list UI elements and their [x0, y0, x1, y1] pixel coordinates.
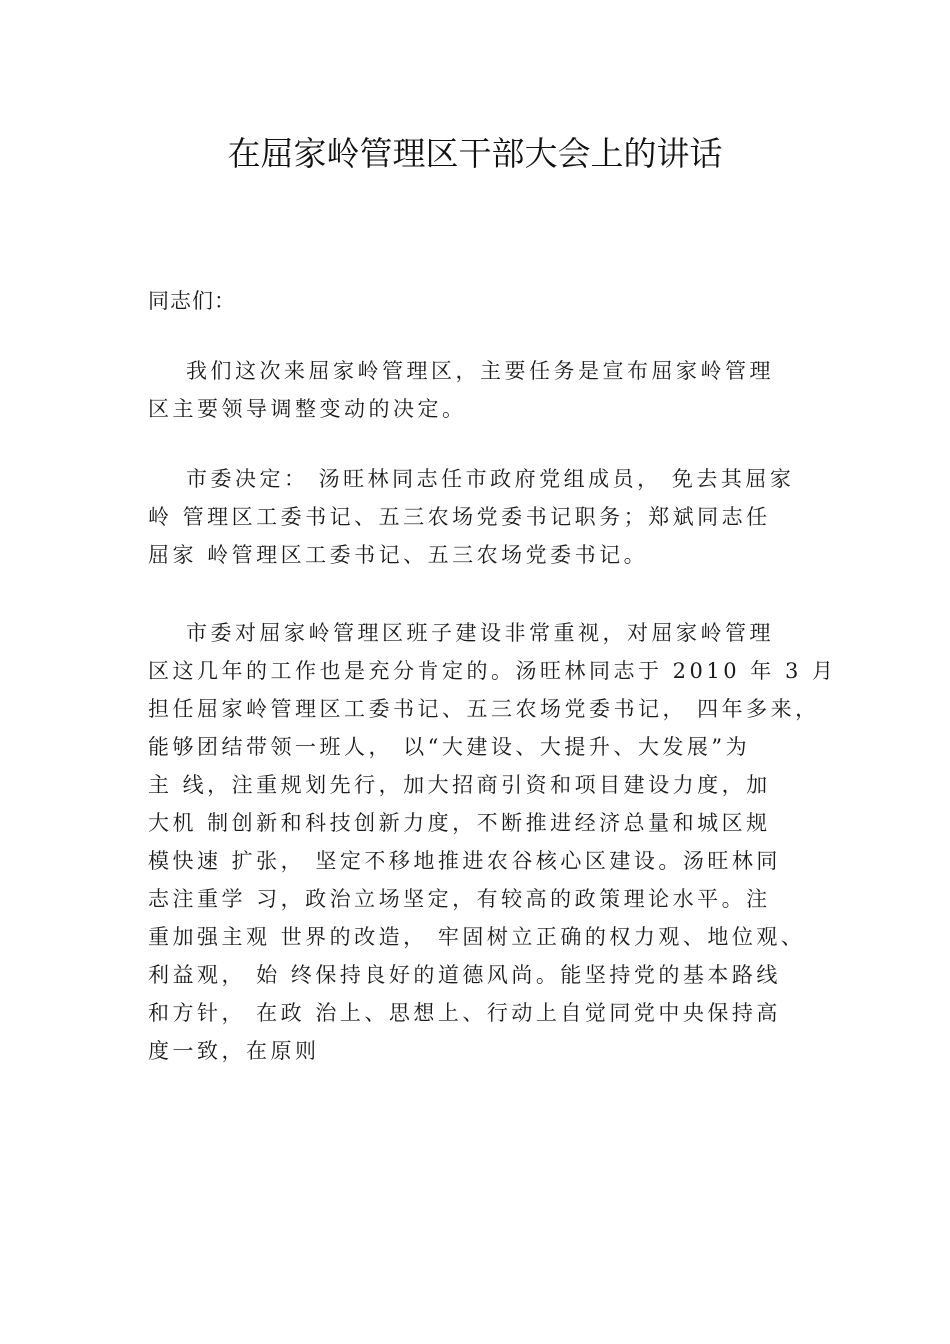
paragraph-line: 利益观， 始 终保持良好的道德风尚。能坚持党的基本路线: [148, 963, 781, 987]
paragraph-line: 市委决定： 汤旺林同志任市政府党组成员， 免去其屈家: [186, 467, 795, 491]
paragraph-line: 模快速 扩张， 坚定不移地推进农谷核心区建设。汤旺林同: [148, 849, 781, 873]
paragraph-line: 重加强主观 世界的改造， 牢固树立正确的权力观、地位观、: [148, 925, 806, 949]
paragraph-line: 能够团结带领一班人， 以“大建设、大提升、大发展”为: [148, 735, 751, 759]
paragraph-line: 屈家 岭管理区工委书记、五三农场党委书记。: [148, 543, 649, 567]
paragraph-line: 担任屈家岭管理区工委书记、五三农场党委书记， 四年多来，: [148, 697, 820, 721]
paragraph-line: 区主要领导调整变动的决定。: [148, 397, 467, 421]
document-title: 在屈家岭管理区干部大会上的讲话: [227, 134, 723, 173]
paragraph-line: 岭 管理区工委书记、五三农场党委书记职务；郑斌同志任: [148, 505, 771, 529]
paragraph-line: 我们这次来屈家岭管理区，主要任务是宣布屈家岭管理: [186, 359, 774, 383]
paragraph-line: 度一致，在原则: [148, 1039, 320, 1063]
paragraph-line: 主 线，注重规划先行，加大招商引资和项目建设力度，加: [148, 773, 771, 797]
paragraph-line: 区这几年的工作也是充分肯定的。汤旺林同志于 2010 年 3 月: [148, 659, 837, 683]
paragraph-1: [148, 352, 810, 428]
paragraph-2: [148, 460, 810, 574]
paragraph-3: [148, 614, 837, 1070]
paragraph-line: 大机 制创新和科技创新力度，不断推进经济总量和城区规: [148, 811, 771, 835]
salutation: 同志们：: [148, 289, 236, 313]
paragraph-line: 和方针， 在政 治上、思想上、行动上自觉同党中央保持高: [148, 1001, 781, 1025]
paragraph-line: 志注重学 习，政治立场坚定，有较高的政策理论水平。注: [148, 887, 771, 911]
paragraph-line: 市委对屈家岭管理区班子建设非常重视，对屈家岭管理: [186, 621, 774, 645]
